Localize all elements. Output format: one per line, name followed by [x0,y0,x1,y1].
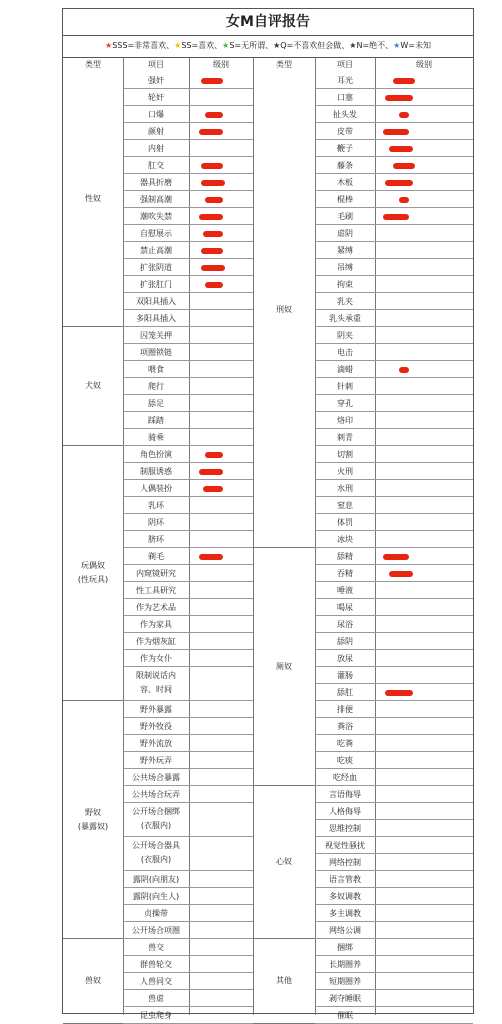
item-label: 穿孔 [315,395,375,412]
item-label: 舔足 [123,395,189,412]
level-cell[interactable] [189,973,253,990]
star-icon: ★ [349,41,357,50]
item-label: 公共场合玩弄 [123,786,189,803]
level-cell[interactable] [375,990,473,1007]
level-mark [399,367,409,373]
item-label: 阴环 [123,514,189,531]
level-mark [199,214,223,220]
level-mark [205,112,223,118]
level-mark [389,571,413,577]
item-label: 吊缚 [315,259,375,276]
legend-text: Q=不喜欢但会做、 [280,41,350,50]
level-cell[interactable] [375,310,473,327]
item-label: 口爆 [123,106,189,123]
level-cell[interactable] [375,361,473,378]
item-label: 群兽轮交 [123,956,189,973]
item-label: 内射 [123,140,189,157]
category-label: 兽奴 [63,939,123,1024]
level-mark [385,690,413,696]
item-label: 吃经血 [315,769,375,786]
level-cell[interactable] [189,752,253,769]
item-label: 火刑 [315,463,375,480]
level-mark [393,163,415,169]
level-cell[interactable] [375,769,473,786]
level-mark [383,214,409,220]
level-cell[interactable] [375,905,473,922]
legend-text: W=未知 [400,41,431,50]
level-cell[interactable] [375,939,473,956]
category-label: 厕奴 [253,548,315,786]
level-cell[interactable] [189,344,253,361]
level-cell[interactable] [189,497,253,514]
star-icon: ★ [222,41,230,50]
level-cell[interactable] [375,531,473,548]
level-cell[interactable] [189,616,253,633]
level-cell[interactable] [189,888,253,905]
item-label: 口塞 [315,89,375,106]
star-icon: ★ [105,41,113,50]
item-label: 角色扮演 [123,446,189,463]
item-label: 囚笼关押 [123,327,189,344]
item-label: 吃粪 [315,735,375,752]
item-label: 人格侮辱 [315,803,375,820]
level-cell[interactable] [375,820,473,837]
category-label: 玩偶奴 (性玩具) [63,446,123,701]
item-label: 昆虫爬身 [123,1007,189,1024]
level-cell[interactable] [189,412,253,429]
level-cell[interactable] [375,191,473,208]
item-label: 作为艺术品 [123,599,189,616]
item-label: 窒息 [315,497,375,514]
item-label: 尿浴 [315,616,375,633]
level-cell[interactable] [375,429,473,446]
level-cell[interactable] [375,480,473,497]
level-cell[interactable] [375,344,473,361]
item-label: 贞操带 [123,905,189,922]
level-cell[interactable] [375,616,473,633]
item-label: 阴夹 [315,327,375,344]
item-label: 喂食 [123,361,189,378]
item-label: 耳光 [315,72,375,89]
level-mark [201,180,225,186]
item-label: 禁止高潮 [123,242,189,259]
item-label: 唾液 [315,582,375,599]
item-label: 自慰展示 [123,225,189,242]
level-cell[interactable] [189,565,253,582]
level-cell[interactable] [189,956,253,973]
item-label: 野外暴露 [123,701,189,718]
item-label: 人兽同交 [123,973,189,990]
level-mark [201,78,223,84]
item-label: 扩张肛门 [123,276,189,293]
star-icon: ★ [393,41,401,50]
category-label: 性奴 [63,72,123,327]
level-cell[interactable] [375,667,473,684]
item-label: 视觉性骚扰 [315,837,375,854]
item-label: 内窥镜研究 [123,565,189,582]
item-label: 肛交 [123,157,189,174]
level-cell[interactable] [375,786,473,803]
level-mark [203,486,223,492]
level-cell[interactable] [375,293,473,310]
level-cell[interactable] [189,395,253,412]
category-label: 其他 [253,939,315,1024]
category-label: 野奴 (暴露奴) [63,701,123,939]
level-cell[interactable] [189,667,253,701]
item-label: 项圈锁链 [123,344,189,361]
level-cell[interactable] [189,293,253,310]
item-label: 冰块 [315,531,375,548]
item-label: 语言管教 [315,871,375,888]
level-cell[interactable] [189,599,253,616]
item-label: 多阳具插入 [123,310,189,327]
level-cell[interactable] [375,599,473,616]
level-cell[interactable] [375,650,473,667]
star-icon: ★ [273,41,281,50]
level-mark [385,180,413,186]
level-cell[interactable] [375,497,473,514]
legend-text: N=绝不、 [356,41,394,50]
level-cell[interactable] [189,769,253,786]
item-label: 多主调教 [315,905,375,922]
category-label: 刑奴 [253,72,315,548]
item-label: 网络公调 [315,922,375,939]
item-label: 毛刷 [315,208,375,225]
level-cell[interactable] [189,310,253,327]
level-cell[interactable] [375,871,473,888]
category-label: 心奴 [253,786,315,939]
item-label: 野外牧役 [123,718,189,735]
item-label: 作为家具 [123,616,189,633]
item-label: 野外流放 [123,735,189,752]
item-label: 多奴调教 [315,888,375,905]
level-cell[interactable] [375,242,473,259]
item-label: 舔肛 [315,684,375,701]
item-label: 限制说话内 容、时间 [123,667,189,701]
level-cell[interactable] [375,837,473,854]
item-label: 兽虐 [123,990,189,1007]
level-cell[interactable] [189,718,253,735]
page-title: 女M自评报告 [63,9,473,36]
level-cell[interactable] [375,276,473,293]
header-item-left: 项目 [148,60,164,69]
item-label: 器具折磨 [123,174,189,191]
item-label: 骑乘 [123,429,189,446]
item-label: 剥夺睡眠 [315,990,375,1007]
item-label: 短期圈养 [315,973,375,990]
level-cell[interactable] [375,956,473,973]
level-mark [205,452,223,458]
item-label: 乳夹 [315,293,375,310]
level-cell[interactable] [189,837,253,871]
level-cell[interactable] [375,514,473,531]
level-cell[interactable] [375,446,473,463]
header-category-left: 类型 [85,60,101,69]
header-level-left: 级别 [213,60,229,69]
level-cell[interactable] [375,854,473,871]
item-label: 兽交 [123,939,189,956]
category-label: 犬奴 [63,327,123,446]
item-label: 思维控制 [315,820,375,837]
item-label: 制服诱惑 [123,463,189,480]
level-cell[interactable] [189,1007,253,1024]
item-label: 野外玩弄 [123,752,189,769]
item-label: 电击 [315,344,375,361]
level-cell[interactable] [375,72,473,89]
level-mark [201,248,223,254]
star-icon: ★ [174,41,182,50]
level-cell[interactable] [189,361,253,378]
legend-text: SSS=非常喜欢、 [112,41,175,50]
item-label: 踩踏 [123,412,189,429]
item-label: 针刺 [315,378,375,395]
level-cell[interactable] [375,106,473,123]
level-cell[interactable] [189,905,253,922]
item-label: 刺青 [315,429,375,446]
level-mark [399,112,409,118]
item-label: 扩张阴道 [123,259,189,276]
level-cell[interactable] [375,327,473,344]
item-label: 粪浴 [315,718,375,735]
item-label: 露阴(向生人) [123,888,189,905]
item-label: 舔阴 [315,633,375,650]
item-label: 潮吹失禁 [123,208,189,225]
item-label: 体罚 [315,514,375,531]
level-cell[interactable] [375,225,473,242]
level-mark [205,282,223,288]
item-label: 剃毛 [123,548,189,565]
item-label: 灌肠 [315,667,375,684]
header-item-right: 项目 [337,60,353,69]
item-label: 吃痰 [315,752,375,769]
level-mark [199,469,223,475]
item-label: 扯头发 [315,106,375,123]
level-cell[interactable] [189,939,253,956]
item-label: 强制高潮 [123,191,189,208]
level-cell[interactable] [189,803,253,837]
item-label: 烙印 [315,412,375,429]
item-label: 轮奸 [123,89,189,106]
level-cell[interactable] [189,429,253,446]
item-label: 吞精 [315,565,375,582]
item-label: 棍棒 [315,191,375,208]
report-sheet [62,8,474,1020]
item-label: 露阴(向朋友) [123,871,189,888]
item-label: 长期圈养 [315,956,375,973]
item-label: 作为女仆 [123,650,189,667]
level-cell[interactable] [189,514,253,531]
header-category-right: 类型 [276,60,292,69]
item-label: 人偶装扮 [123,480,189,497]
level-mark [205,197,223,203]
item-label: 公开场合捆绑 (衣服内) [123,803,189,837]
level-mark [389,146,413,152]
level-cell[interactable] [375,888,473,905]
level-cell[interactable] [189,650,253,667]
level-cell[interactable] [375,701,473,718]
level-cell[interactable] [189,701,253,718]
item-label: 催眠 [315,1007,375,1024]
item-label: 虐阴 [315,225,375,242]
item-label: 排便 [315,701,375,718]
level-cell[interactable] [189,582,253,599]
level-cell[interactable] [375,463,473,480]
item-label: 舔精 [315,548,375,565]
item-label: 乳头承重 [315,310,375,327]
level-mark [201,163,223,169]
level-cell[interactable] [375,157,473,174]
level-cell[interactable] [375,803,473,820]
level-mark [199,129,223,135]
item-label: 颜射 [123,123,189,140]
level-cell[interactable] [189,327,253,344]
level-cell[interactable] [189,735,253,752]
level-cell[interactable] [189,633,253,650]
item-label: 木板 [315,174,375,191]
level-cell[interactable] [375,395,473,412]
level-cell[interactable] [375,633,473,650]
item-label: 网络控制 [315,854,375,871]
level-cell[interactable] [375,735,473,752]
item-label: 公开场合器具 (衣服内) [123,837,189,871]
level-mark [383,129,409,135]
item-label: 水刑 [315,480,375,497]
level-mark [393,78,415,84]
item-label: 强奸 [123,72,189,89]
level-cell[interactable] [375,922,473,939]
level-cell[interactable] [375,718,473,735]
level-cell[interactable] [375,582,473,599]
level-mark [201,265,225,271]
level-mark [203,231,223,237]
level-cell[interactable] [375,378,473,395]
level-cell[interactable] [189,871,253,888]
item-label: 言语侮辱 [315,786,375,803]
item-label: 放尿 [315,650,375,667]
level-cell[interactable] [375,1007,473,1024]
level-mark [383,554,409,560]
item-label: 滴蜡 [315,361,375,378]
item-label: 捆绑 [315,939,375,956]
level-mark [385,95,413,101]
level-cell[interactable] [189,531,253,548]
item-label: 喝尿 [315,599,375,616]
level-cell[interactable] [189,786,253,803]
item-label: 紧缚 [315,242,375,259]
item-label: 公开场合项圈 [123,922,189,939]
level-cell[interactable] [375,752,473,769]
level-cell[interactable] [189,922,253,939]
item-label: 鞭子 [315,140,375,157]
header-level-right: 级别 [416,60,432,69]
legend-text: SS=喜欢、 [181,41,223,50]
level-mark [399,197,409,203]
item-label: 公共场合暴露 [123,769,189,786]
level-cell[interactable] [375,259,473,276]
level-cell[interactable] [189,89,253,106]
item-label: 乳环 [123,497,189,514]
level-mark [199,554,223,560]
item-label: 脐环 [123,531,189,548]
item-label: 拘束 [315,276,375,293]
item-label: 性工具研究 [123,582,189,599]
level-cell[interactable] [189,140,253,157]
item-label: 双阳具插入 [123,293,189,310]
level-cell[interactable] [189,378,253,395]
level-cell[interactable] [375,973,473,990]
item-label: 切割 [315,446,375,463]
item-label: 爬行 [123,378,189,395]
item-label: 藤条 [315,157,375,174]
level-cell[interactable] [375,412,473,429]
legend-text: S=无所谓、 [229,41,274,50]
level-cell[interactable] [189,990,253,1007]
item-label: 作为烟灰缸 [123,633,189,650]
item-label: 皮带 [315,123,375,140]
legend [63,35,473,58]
